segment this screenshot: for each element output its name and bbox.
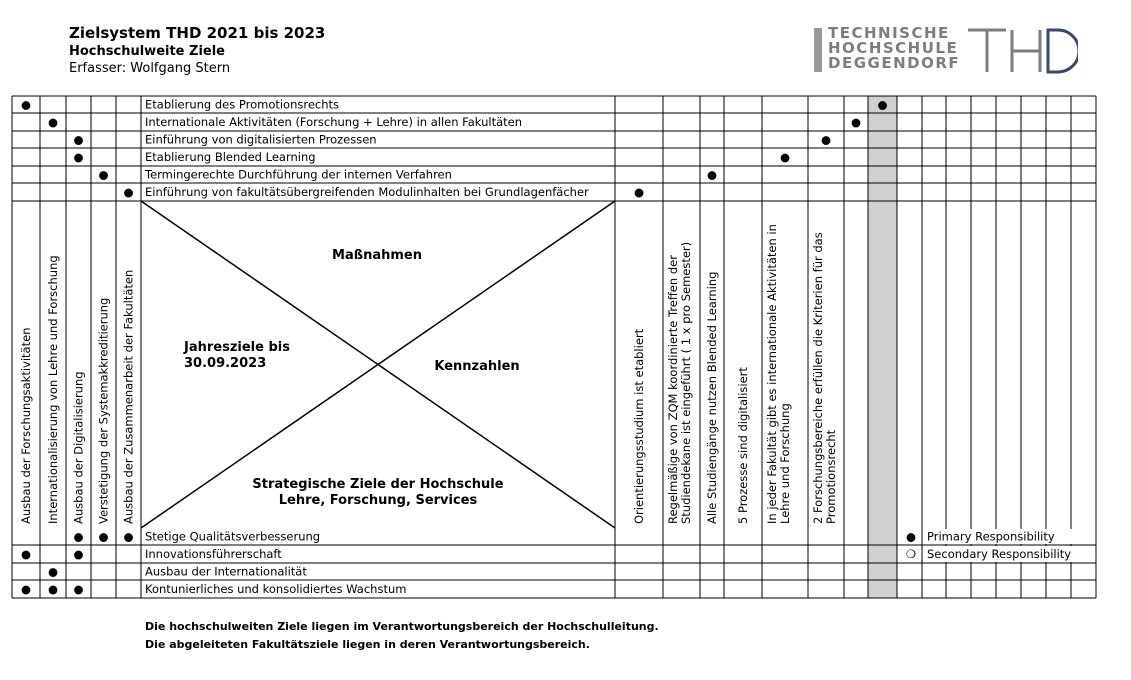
primary-mark: ● [123,529,134,544]
right-column-header: Studiendekane ist eingeführt ( 1 x pro Semester) [679,241,693,524]
cross-label-bottom: Lehre, Forschung, Services [278,493,478,508]
left-column-header: Ausbau der Forschungsaktivitäten [19,327,33,524]
primary-mark: ● [73,132,84,147]
top-row-label: Etablierung des Promotionsrechts [145,97,340,112]
legend-symbol: ● [905,529,917,544]
cross-label-right: Kennzahlen [434,359,520,374]
legend-label: Secondary Responsibility [927,547,1072,561]
logo-line-1: TECHNISCHE [828,24,950,42]
right-column-header: Alle Studiengänge nutzen Blended Learning [705,271,719,524]
primary-mark: ● [73,529,84,544]
primary-mark: ● [123,185,134,199]
footer-note-1: Die hochschulweiten Ziele liegen im Verantwortungsbereich der Hochschulleitung. [145,620,659,633]
right-column-header: In jeder Fakultät gibt es internationale Aktivitäten in [765,224,779,524]
document-title: Zielsystem THD 2021 bis 2023 [69,24,326,42]
right-column-header: Regelmäßige von ZQM koordinierte Treffen der [666,255,680,524]
primary-mark: ● [850,115,862,129]
primary-mark: ● [20,582,32,596]
primary-mark: ● [73,150,84,164]
top-row-label: Einführung von fakultätsübergreifenden Modulinhalten bei Grundlagenfächer [145,185,589,199]
primary-mark: ● [98,167,109,182]
left-column-header: Internationalisierung von Lehre und Forschung [46,255,60,524]
bottom-row-label: Innovationsführerschaft [145,547,282,561]
cross-label-bottom: Strategische Ziele der Hochschule [252,477,504,492]
top-row-label: Termingerechte Durchführung der internen Verfahren [145,167,452,182]
primary-mark: ● [98,529,109,544]
primary-mark: ● [633,185,645,199]
cross-label-left: 30.09.2023 [184,356,267,371]
right-column-header: 5 Prozesse sind digitalisiert [736,367,750,524]
left-column-header: Ausbau der Digitalisierung [71,371,86,524]
bottom-row-label: Stetige Qualitätsverbesserung [145,529,321,544]
cross-label-top: Maßnahmen [332,248,422,263]
legend-label: Primary Responsibility [927,529,1055,544]
top-row-label: Einführung von digitalisierten Prozessen [145,132,377,147]
primary-mark: ● [20,97,32,112]
primary-mark: ● [73,582,84,596]
bottom-row-label: Kontunierliches und konsolidiertes Wachstum [145,582,407,596]
footer-note-2: Die abgeleiteten Fakultätsziele liegen in deren Verantwortungsbereich. [145,638,590,651]
primary-mark: ● [47,564,59,579]
primary-mark: ● [47,582,59,596]
primary-mark: ● [779,150,791,164]
document-author: Erfasser: Wolfgang Stern [69,61,231,76]
left-column-header: Verstetigung der Systemakkreditierung [96,297,111,524]
right-column-header: Promotionsrecht [824,429,838,524]
legend-symbol: ❍ [905,547,917,561]
top-row-label: Etablierung Blended Learning [145,150,316,164]
cross-label-left: Jahresziele bis [184,340,290,355]
primary-mark: ● [20,547,32,561]
bottom-row-label: Ausbau der Internationalität [145,564,307,579]
top-row-label: Internationale Aktivitäten (Forschung + Lehre) in allen Fakultäten [145,115,523,129]
primary-mark: ● [47,115,59,129]
right-column-header: Lehre und Forschung [778,403,792,524]
logo-line-3: DEGGENDORF [828,54,961,72]
primary-mark: ● [820,132,832,147]
primary-mark: ● [706,167,718,182]
primary-mark: ● [877,97,888,112]
right-column-header: Orientierungsstudium ist etabliert [632,328,646,524]
logo-line-2: HOCHSCHULE [828,39,959,57]
right-column-header: 2 Forschungsbereiche erfüllen die Kriterien für das [811,232,825,524]
left-column-header: Ausbau der Zusammenarbeit der Fakultäten [121,269,136,524]
primary-mark: ● [73,547,84,561]
document-subtitle: Hochschulweite Ziele [69,44,225,59]
shaded-column [868,96,897,598]
